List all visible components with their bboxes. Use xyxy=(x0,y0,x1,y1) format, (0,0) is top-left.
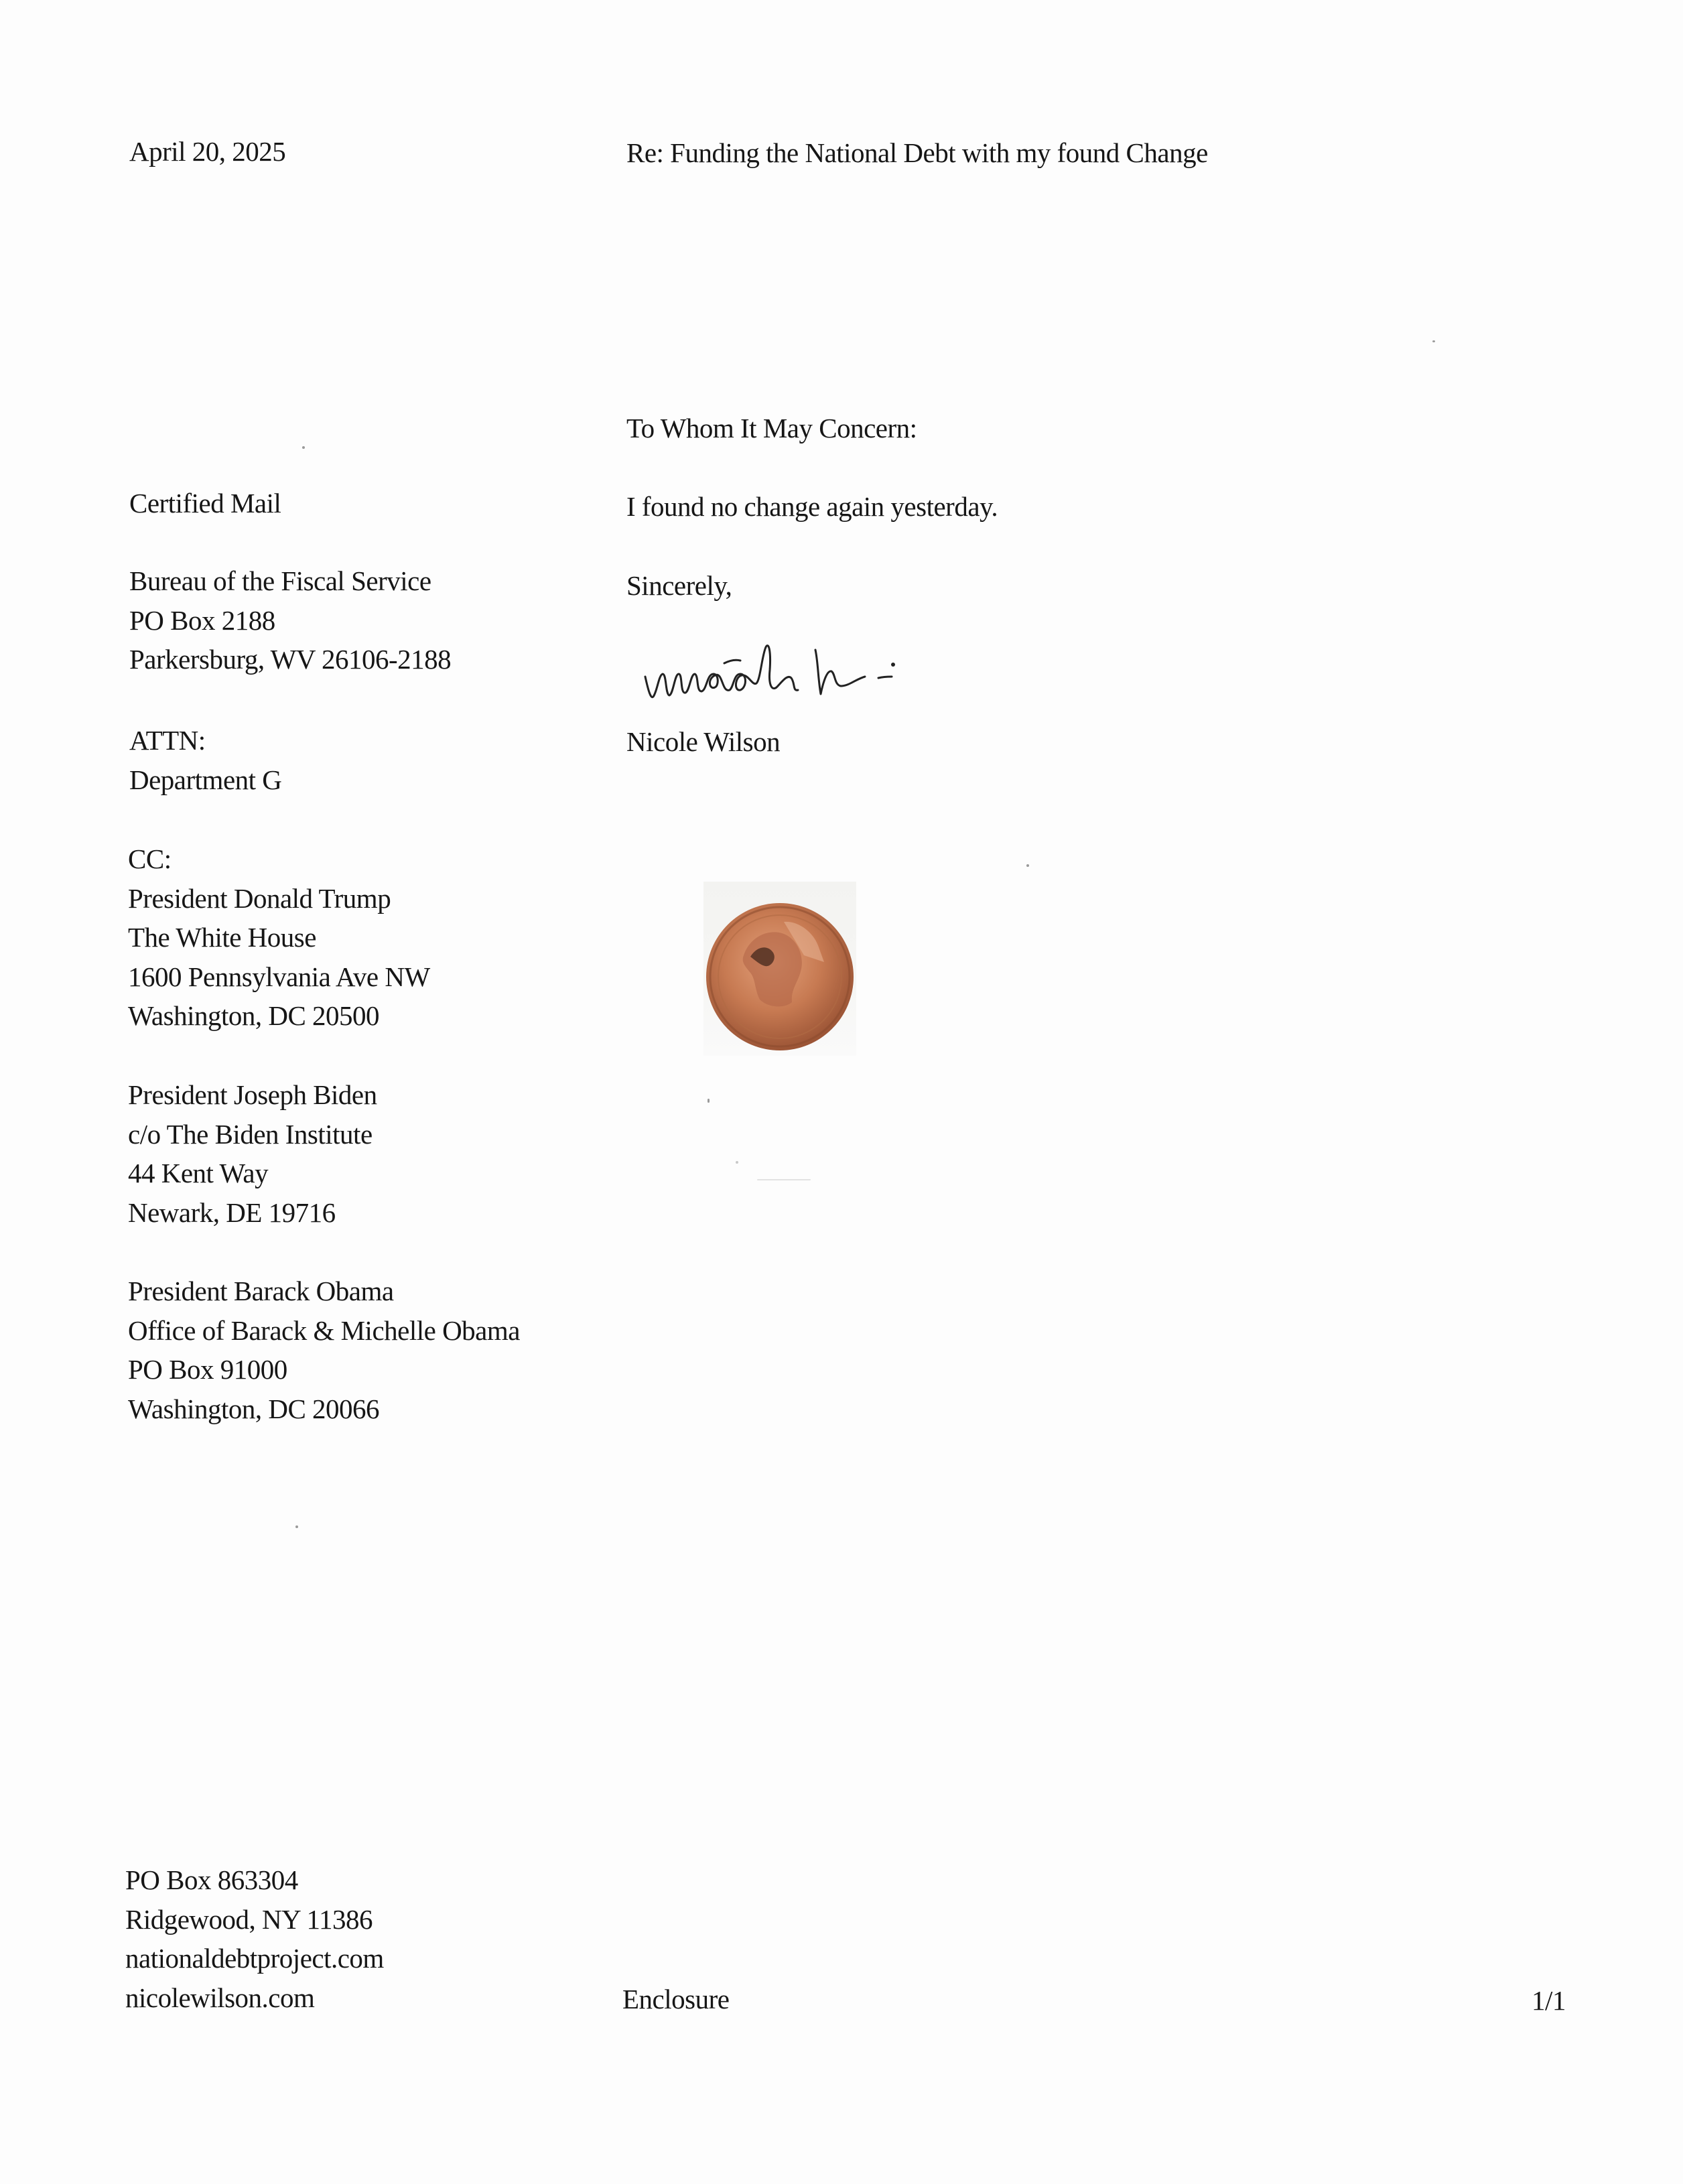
scan-speck xyxy=(302,446,305,449)
cc-line: President Joseph Biden xyxy=(128,1079,377,1110)
cc-line: President Donald Trump xyxy=(128,882,391,914)
cc-line: Washington, DC 20500 xyxy=(128,1000,380,1031)
signer-name: Nicole Wilson xyxy=(626,726,781,757)
enclosure-label: Enclosure xyxy=(622,1984,730,2015)
cc-line: 1600 Pennsylvania Ave NW xyxy=(128,961,430,992)
cc-line: PO Box 91000 xyxy=(128,1354,287,1385)
message-text: I found no change again yesterday. xyxy=(626,491,998,522)
penny-coin-icon xyxy=(703,882,856,1056)
attention-block xyxy=(129,721,281,799)
recipient-line: Bureau of the Fiscal Service xyxy=(129,565,431,596)
closing: Sincerely, xyxy=(626,570,732,601)
page-number: 1/1 xyxy=(1532,1985,1566,2016)
scan-speck xyxy=(295,1525,298,1528)
recipient-address xyxy=(129,561,451,679)
signature xyxy=(640,630,948,710)
sender-website: nicolewilson.com xyxy=(125,1982,315,2013)
cc-recipient-biden xyxy=(128,1075,377,1232)
recipient-line: Parkersburg, WV 26106-2188 xyxy=(129,644,452,675)
cc-line: Office of Barack & Michelle Obama xyxy=(128,1314,520,1346)
cc-block xyxy=(128,839,430,1036)
scan-speck xyxy=(1026,864,1029,867)
cc-line: President Barack Obama xyxy=(128,1276,394,1306)
scan-speck xyxy=(708,1099,710,1103)
letter-date: April 20, 2025 xyxy=(129,136,286,167)
cc-line: Newark, DE 19716 xyxy=(128,1197,336,1228)
cc-line: c/o The Biden Institute xyxy=(128,1118,373,1150)
delivery-method: Certified Mail xyxy=(129,488,281,519)
cc-line: 44 Kent Way xyxy=(128,1158,269,1188)
sender-line: PO Box 863304 xyxy=(125,1864,298,1895)
attn-department: Department G xyxy=(129,764,282,795)
sender-line: Ridgewood, NY 11386 xyxy=(125,1903,373,1935)
scan-speck xyxy=(1432,340,1435,342)
cc-recipient-obama xyxy=(128,1272,520,1428)
cc-label: CC: xyxy=(128,843,172,874)
attn-label: ATTN: xyxy=(129,725,206,756)
enclosure-photo xyxy=(703,882,856,1056)
salutation: To Whom It May Concern: xyxy=(626,413,917,443)
cc-line: The White House xyxy=(128,922,316,953)
sender-website: nationaldebtproject.com xyxy=(125,1943,384,1974)
scan-speck xyxy=(736,1161,738,1164)
cc-line: Washington, DC 20066 xyxy=(128,1393,380,1424)
letter-subject: Re: Funding the National Debt with my found Change xyxy=(626,137,1208,168)
recipient-line: PO Box 2188 xyxy=(129,604,275,636)
scan-speck xyxy=(757,1179,811,1180)
sender-address xyxy=(125,1860,384,2017)
